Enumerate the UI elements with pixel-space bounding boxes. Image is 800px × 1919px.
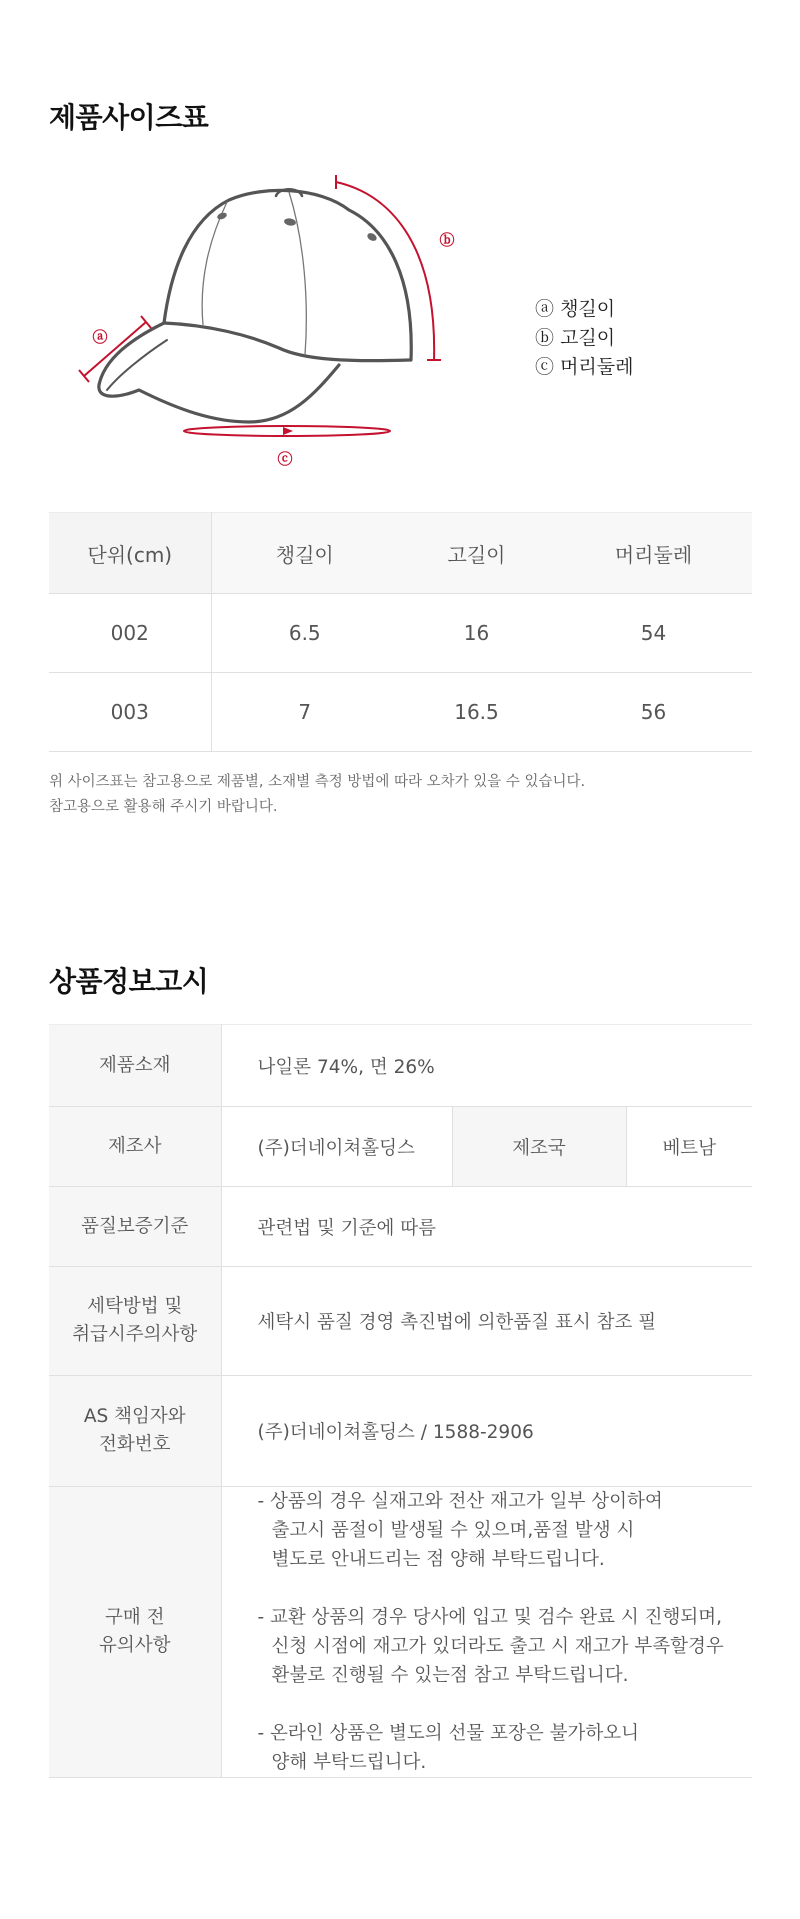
head-circumference-value: 56 — [555, 673, 752, 752]
head-circumference-value: 54 — [555, 594, 752, 673]
size-code: 002 — [49, 594, 211, 673]
size-note: 위 사이즈표는 참고용으로 제품별, 소재별 측정 방법에 따라 오차가 있을 수 있습니다. 참고용으로 활용해 주시기 바랍니다. — [49, 774, 586, 815]
as-contact-label: AS 책임자와 전화번호 — [49, 1376, 221, 1487]
notice-row-quality — [49, 1187, 752, 1267]
head-circumference-mark: ⓒ — [277, 450, 293, 468]
caution-notes — [221, 1487, 752, 1778]
material-label: 제품소재 — [49, 1025, 221, 1107]
measurement-legend — [535, 295, 633, 382]
as-contact-value: (주)더네이쳐홀딩스 / 1588-2906 — [221, 1376, 752, 1487]
country-value: 베트남 — [626, 1107, 752, 1187]
brim-length-mark: ⓐ — [92, 328, 108, 346]
legend-item-head: ⓒ 머리둘레 — [535, 356, 634, 378]
size-chart-title: 제품사이즈표 — [49, 101, 209, 134]
legend-item-brim: ⓐ 챙길이 — [535, 298, 616, 320]
washing-value: 세탁시 품질 경영 촉진법에 의한품질 표시 참조 필 — [221, 1267, 752, 1376]
crown-height-line — [336, 182, 434, 360]
caution-note-stock: - 상품의 경우 실재고와 전산 재고가 일부 상이하여 출고시 품절이 발생될 수 있으며,품절 발생 시 별도로 안내드리는 점 양해 부탁드립니다. — [257, 1491, 663, 1570]
header-unit: 단위(cm) — [49, 513, 211, 594]
cap-crown — [164, 190, 411, 360]
material-value: 나일론 74%, 면 26% — [221, 1025, 752, 1107]
product-notice-table — [49, 1024, 752, 1778]
notice-row-manufacturer — [49, 1107, 752, 1187]
cap-diagram — [49, 160, 455, 480]
country-label: 제조국 — [452, 1107, 626, 1187]
notice-row-washing — [49, 1267, 752, 1376]
notice-row-as — [49, 1376, 752, 1487]
manufacturer-label: 제조사 — [49, 1107, 221, 1187]
caution-label: 구매 전 유의사항 — [49, 1487, 221, 1778]
size-code: 003 — [49, 673, 211, 752]
header-crown: 고길이 — [398, 513, 555, 594]
size-table — [49, 512, 752, 752]
legend-item-crown: ⓑ 고길이 — [535, 327, 616, 349]
manufacturer-value: (주)더네이쳐홀딩스 — [221, 1107, 452, 1187]
header-brim: 챙길이 — [211, 513, 398, 594]
table-row — [49, 594, 752, 673]
notice-row-material — [49, 1025, 752, 1107]
product-notice-title: 상품정보고시 — [49, 965, 209, 998]
crown-height-value: 16.5 — [398, 673, 555, 752]
cap-brim — [99, 323, 339, 422]
header-head: 머리둘레 — [555, 513, 752, 594]
crown-height-value: 16 — [398, 594, 555, 673]
quality-value: 관련법 및 기준에 따름 — [221, 1187, 752, 1267]
size-table-header — [49, 513, 752, 594]
brim-length-value: 6.5 — [211, 594, 398, 673]
brim-length-value: 7 — [211, 673, 398, 752]
quality-label: 품질보증기준 — [49, 1187, 221, 1267]
notice-row-caution — [49, 1487, 752, 1778]
washing-label: 세탁방법 및 취급시주의사항 — [49, 1267, 221, 1376]
caution-note-exchange: - 교환 상품의 경우 당사에 입고 및 검수 완료 시 진행되며, 신청 시점에 재고가 있더라도 출고 시 재고가 부족할경우 환불로 진행될 수 있는점 참고 부탁드립니다. — [257, 1607, 724, 1686]
table-row — [49, 673, 752, 752]
caution-note-gift: - 온라인 상품은 별도의 선물 포장은 불가하오니 양해 부탁드립니다. — [257, 1723, 640, 1773]
crown-height-mark: ⓑ — [439, 231, 455, 249]
